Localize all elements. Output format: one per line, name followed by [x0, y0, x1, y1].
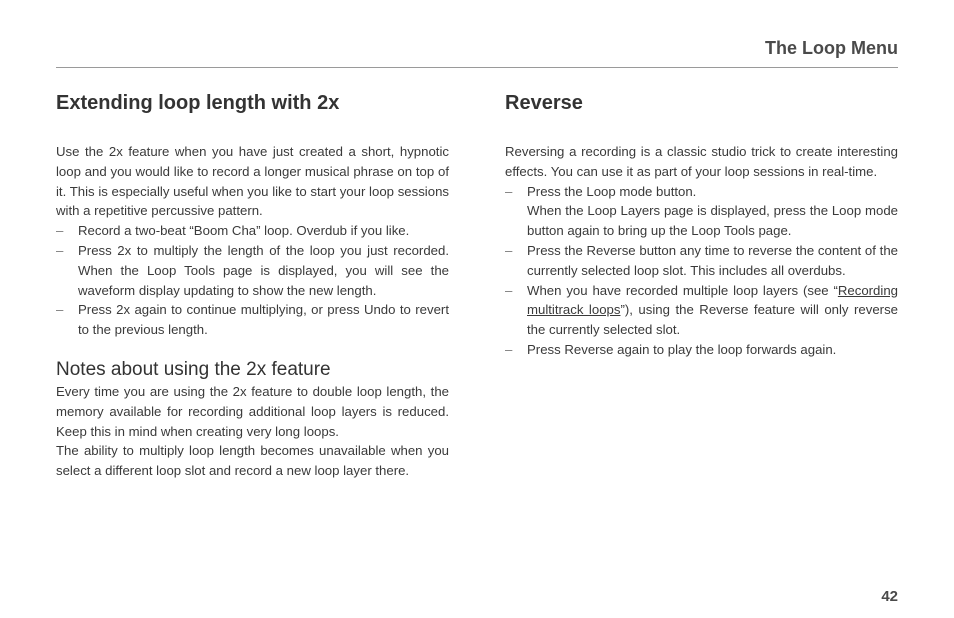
step-continuation: When the Loop Layers page is displayed, press the Loop mode button again to bring up the Loop Tools page. — [527, 203, 898, 239]
intro-paragraph-reverse: Reversing a recording is a classic studio trick to create interesting effects. You can use it as part of your loop sessions in real-time. — [505, 144, 898, 179]
step-text: Press the Loop mode button. — [527, 183, 697, 199]
header-divider — [56, 67, 898, 68]
left-column — [56, 88, 449, 481]
steps-list-2x — [56, 221, 449, 340]
list-item: – Press Reverse again to play the loop forwards again. — [505, 340, 898, 360]
heading-reverse: Reverse — [505, 92, 583, 114]
section-header: The Loop Menu — [765, 38, 898, 58]
step-text: When you have recorded multiple loop layers (see “ — [527, 282, 838, 298]
heading-notes-2x: Notes about using the 2x feature — [56, 358, 331, 380]
intro-paragraph-2x: Use the 2x feature when you have just created a short, hypnotic loop and you would like to record a longer musical phrase on top of it. This is especially useful when you like to start your loop sessions with a repetitive percussive pattern. — [56, 144, 449, 219]
link-recording-multitrack-loops[interactable]: Recording multitrack loops — [527, 282, 898, 318]
steps-list-reverse — [505, 182, 898, 360]
heading-extending-loop-length: Extending loop length with 2x — [56, 92, 340, 114]
right-column — [505, 88, 898, 360]
list-item: – Press 2x to multiply the length of the loop you just recorded. When the Loop Tools page is displayed, you will see the waveform display updating to show the new length. — [56, 241, 449, 300]
list-item: – Press 2x again to continue multiplying, or press Undo to revert to the previous length. — [56, 300, 449, 340]
list-item: – Record a two-beat “Boom Cha” loop. Overdub if you like. — [56, 221, 449, 241]
list-item: – Press the Reverse button any time to reverse the content of the currently selected loop slot. This includes all overdubs. — [505, 241, 898, 281]
step-text: ”), using the Reverse feature will only reverse the currently selected slot. — [527, 302, 898, 338]
page-number: 42 — [881, 588, 898, 605]
notes-paragraph-1: Every time you are using the 2x feature to double loop length, the memory available for recording additional loop layers is reduced. Keep this in mind when creating very long loops. — [56, 383, 449, 439]
list-item — [505, 281, 898, 340]
list-item — [505, 182, 898, 241]
notes-paragraph-2: The ability to multiply loop length becomes unavailable when you select a different loop slot and record a new loop layer there. — [56, 443, 449, 479]
